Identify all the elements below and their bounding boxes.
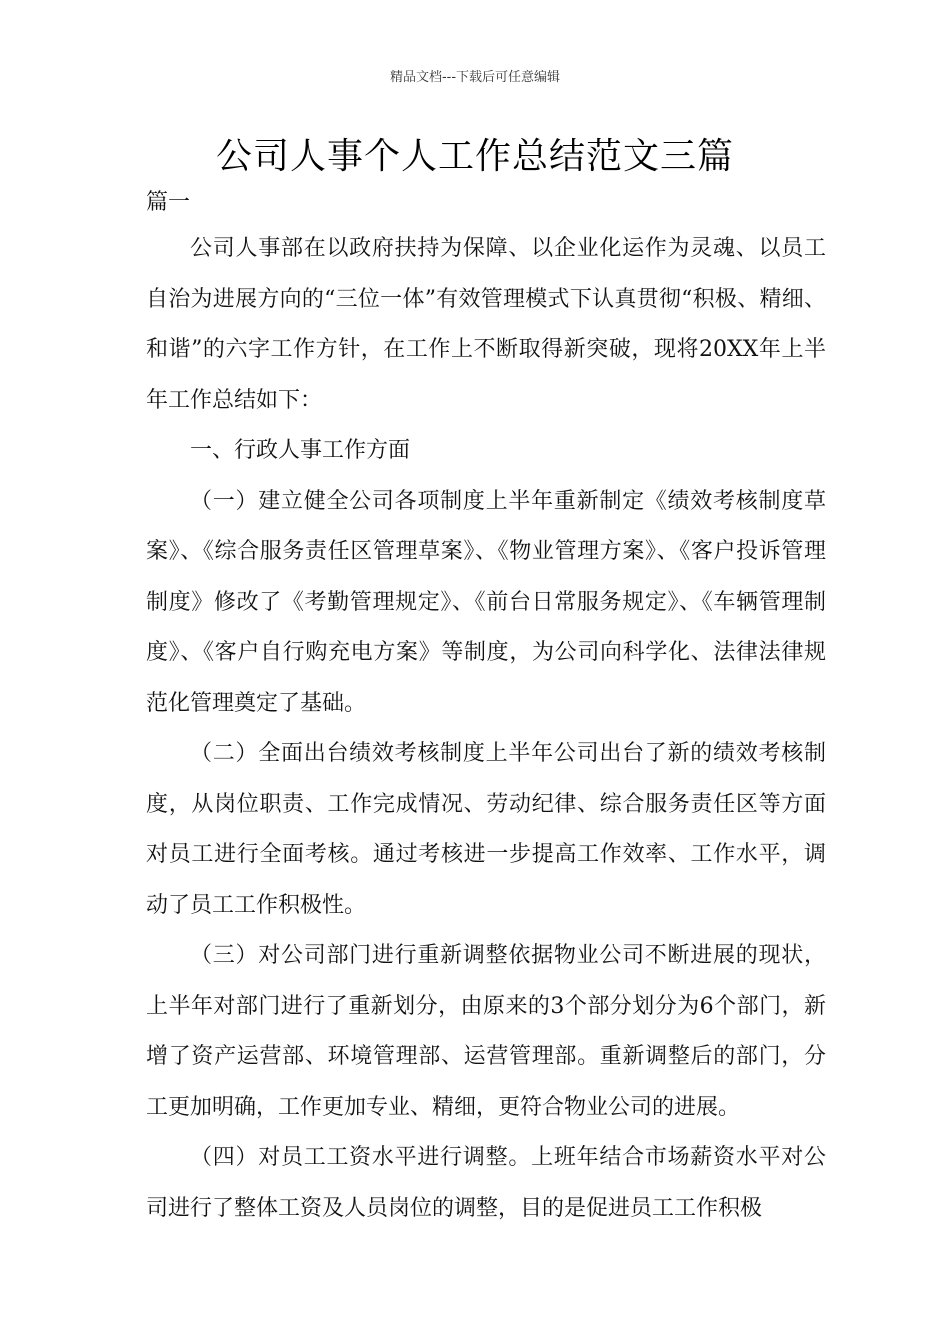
paragraph-intro: 公司人事部在以政府扶持为保障、以企业化运作为灵魂、以员工自治为进展方向的“三位一体”有效管理模式下认真贯彻“积极、精细、和谐”的六字工作方针，在工作上不断取得新突破，现将20XX年上半年工作总结如下：	[146, 236, 826, 413]
section-label: 篇一	[146, 190, 191, 215]
paragraph-item-1: （一）建立健全公司各项制度上半年重新制定《绩效考核制度草案》、《综合服务责任区管理草案》、《物业管理方案》、《客户投诉管理制度》修改了《考勤管理规定》、《前台日常服务规定》、《车辆管理制度》、《客户自行购充电方案》等制度，为公司向科学化、法律法律规范化管理奠定了基础。	[146, 488, 826, 716]
paragraph-item-3: （三）对公司部门进行重新调整依据物业公司不断进展的现状，上半年对部门进行了重新划分，由原来的3个部分划分为6个部门，新增了资产运营部、环境管理部、运营管理部。重新调整后的部门，分工更加明确，工作更加专业、精细，更符合物业公司的进展。	[146, 943, 826, 1120]
document-title: 公司人事个人工作总结范文三篇	[215, 136, 734, 177]
document-body	[146, 224, 826, 1234]
paragraph-item-4: （四）对员工工资水平进行调整。上班年结合市场薪资水平对公司进行了整体工资及人员岗位的调整，目的是促进员工工作积极	[146, 1145, 826, 1221]
paragraph-item-2: （二）全面出台绩效考核制度上半年公司出台了新的绩效考核制度，从岗位职责、工作完成情况、劳动纪律、综合服务责任区等方面对员工进行全面考核。通过考核进一步提高工作效率、工作水平，调动了员工工作积极性。	[146, 741, 826, 918]
header-note: 精品文档---下载后可任意编辑	[389, 70, 561, 85]
section-heading-admin-hr: 一、行政人事工作方面	[190, 438, 411, 463]
